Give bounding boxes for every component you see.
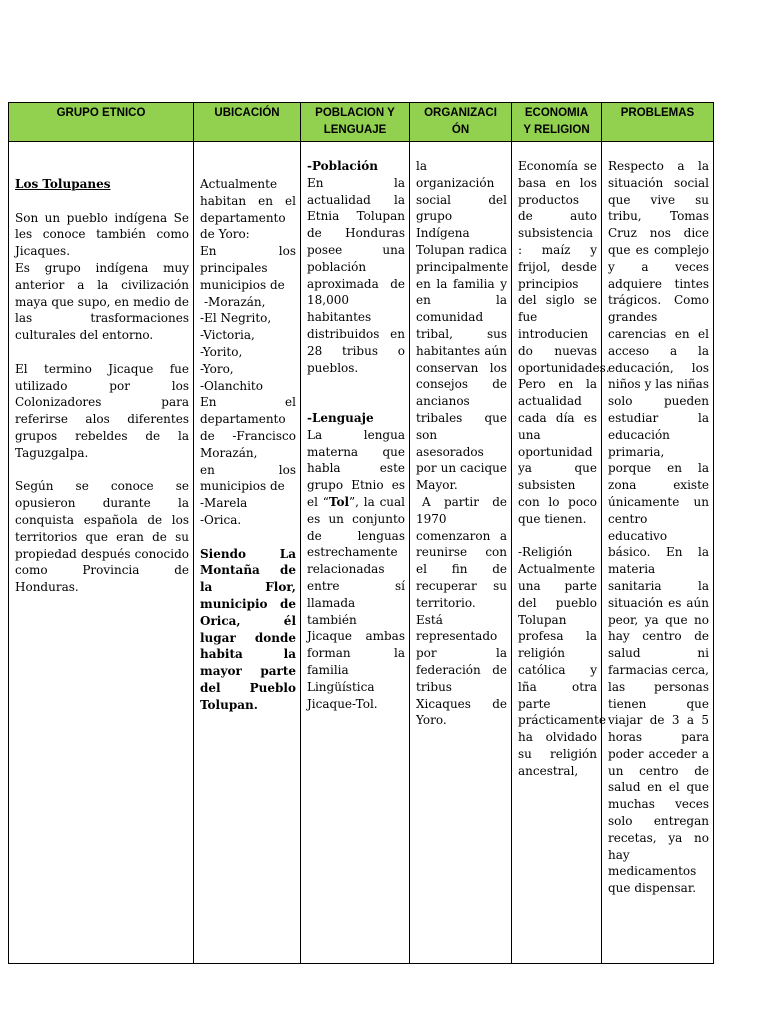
- poblacion-label: -Población: [307, 159, 379, 173]
- grupo-paragraph-3: El termino Jicaque fue utilizado por los Colonizadores para referirse alos diferentes grupos rebeldes de la Taguzgalpa.: [15, 361, 189, 460]
- ubicacion-yoro-intro: En los principales municipios de: [200, 244, 296, 292]
- cell-poblacion-lenguaje: [301, 142, 410, 964]
- group-title: Los Tolupanes: [15, 177, 111, 191]
- ubicacion-muni: -Orica.: [200, 512, 242, 527]
- cell-grupo-etnico: [9, 142, 194, 964]
- header-economia-religion: ECONOMIA Y RELIGION: [512, 103, 602, 142]
- ubicacion-muni: -Olanchito: [200, 378, 263, 393]
- problemas-paragraph: Respecto a la situación social que vive su tribu, Tomas Cruz nos dice que es complejo y a veces adquiere tintes trágicos. Como grandes carencias en el acceso a la educación, los niños y las niñas solo pueden estudiar la educación primaria, porque en la zona existe únicamente un centro educativo básico. En la materia sanitaria la situación es aún peor, ya que no hay centro de salud ni farmacias cerca, las personas tienen que viajar de 3 a 5 horas para poder acceder a un centro de salud en el que muchas veces solo entregan recetas, ya no hay medicamentos que dispensar.: [608, 159, 709, 896]
- grupo-paragraph-2: Es grupo indígena muy anterior a la civilización maya que supo, en medio de las trasformaciones culturales del entorno.: [15, 260, 189, 343]
- ethnic-group-table: [8, 102, 714, 964]
- ubicacion-muni: -Morazán,: [204, 294, 266, 309]
- lenguaje-text: La lengua materna que habla este grupo Etnio es el “Tol”, la cual es un conjunto de lenguas estrechamente relacionadas entre sí llamada también Jicaque ambas forman la familia Lingüística Jicaque-Tol.: [307, 427, 406, 711]
- ubicacion-fm-intro: En el departamento de -Francisco Morazán,: [200, 395, 296, 460]
- grupo-paragraph-4: Según se conoce se opusieron durante la conquista española de los territorios que eran de su propiedad después conocido como Provincia de Honduras.: [15, 479, 189, 595]
- header-organizacion: ORGANIZACI ÓN: [410, 103, 512, 142]
- economia-paragraph: Economía se basa en los productos de auto subsistencia : maíz y frijol, desde principios del siglo se fue introducien do nuevas oportunidades. Pero en la actualidad cada día es una oportunidad ya que subsisten con lo poco que tienen.: [518, 159, 610, 526]
- grupo-paragraph-1: Son un pueblo indígena Se les conoce también como Jicaques.: [15, 210, 189, 259]
- ubicacion-muni: -El Negrito,: [200, 311, 272, 326]
- ubicacion-muni: -Marela: [200, 496, 248, 511]
- content-row: [9, 142, 714, 964]
- ubicacion-main-location: Siendo La Montaña de la Flor, municipio de Orica, él lugar donde habita la mayor parte del Pueblo Tolupan.: [200, 546, 296, 712]
- organizacion-paragraph-1: la organización social del grupo Indígena Tolupan radica principalmente en la familia y en la comunidad tribal, sus habitantes aún conservan los consejos de ancianos tribales que son asesorados por un cacique Mayor.: [416, 159, 509, 493]
- header-problemas: PROBLEMAS: [602, 103, 714, 142]
- header-poblacion-lenguaje: POBLACION Y LENGUAJE: [301, 103, 410, 142]
- ubicacion-muni: -Yorito,: [200, 344, 243, 359]
- cell-ubicacion: [194, 142, 301, 964]
- ubicacion-intro: Actualmente habitan en el departamento de Yoro:: [200, 177, 296, 242]
- ubicacion-muni: -Yoro,: [200, 361, 234, 376]
- cell-economia-religion: [512, 142, 610, 964]
- organizacion-paragraph-2: A partir de 1970 comenzaron a reunirse con el fin de recuperar su territorio.: [416, 494, 507, 610]
- ubicacion-fm-munis-intro: en los municipios de: [200, 462, 296, 494]
- organizacion-paragraph-3: Está representado por la federación de tribus Xicaques de Yoro.: [416, 612, 507, 728]
- cell-organizacion: [410, 142, 512, 964]
- lenguaje-label: -Lenguaje: [307, 410, 374, 425]
- religion-label: -Religión: [518, 545, 573, 560]
- poblacion-text: En la actualidad la Etnia Tolupan de Honduras posee una población aproximada de 18,000 habitantes distribuidos en 28 tribus o pueblos.: [307, 175, 405, 375]
- religion-paragraph: Actualmente una parte del pueblo Tolupan profesa la religión católica y lña otra parte prácticamente ha olvidado su religión ancestral,: [518, 562, 606, 778]
- cell-problemas: [602, 142, 714, 964]
- ubicacion-muni: -Victoria,: [200, 328, 255, 343]
- header-grupo-etnico: GRUPO ETNICO: [9, 103, 194, 142]
- header-row: [9, 103, 714, 142]
- header-ubicacion: UBICACIÓN: [194, 103, 301, 142]
